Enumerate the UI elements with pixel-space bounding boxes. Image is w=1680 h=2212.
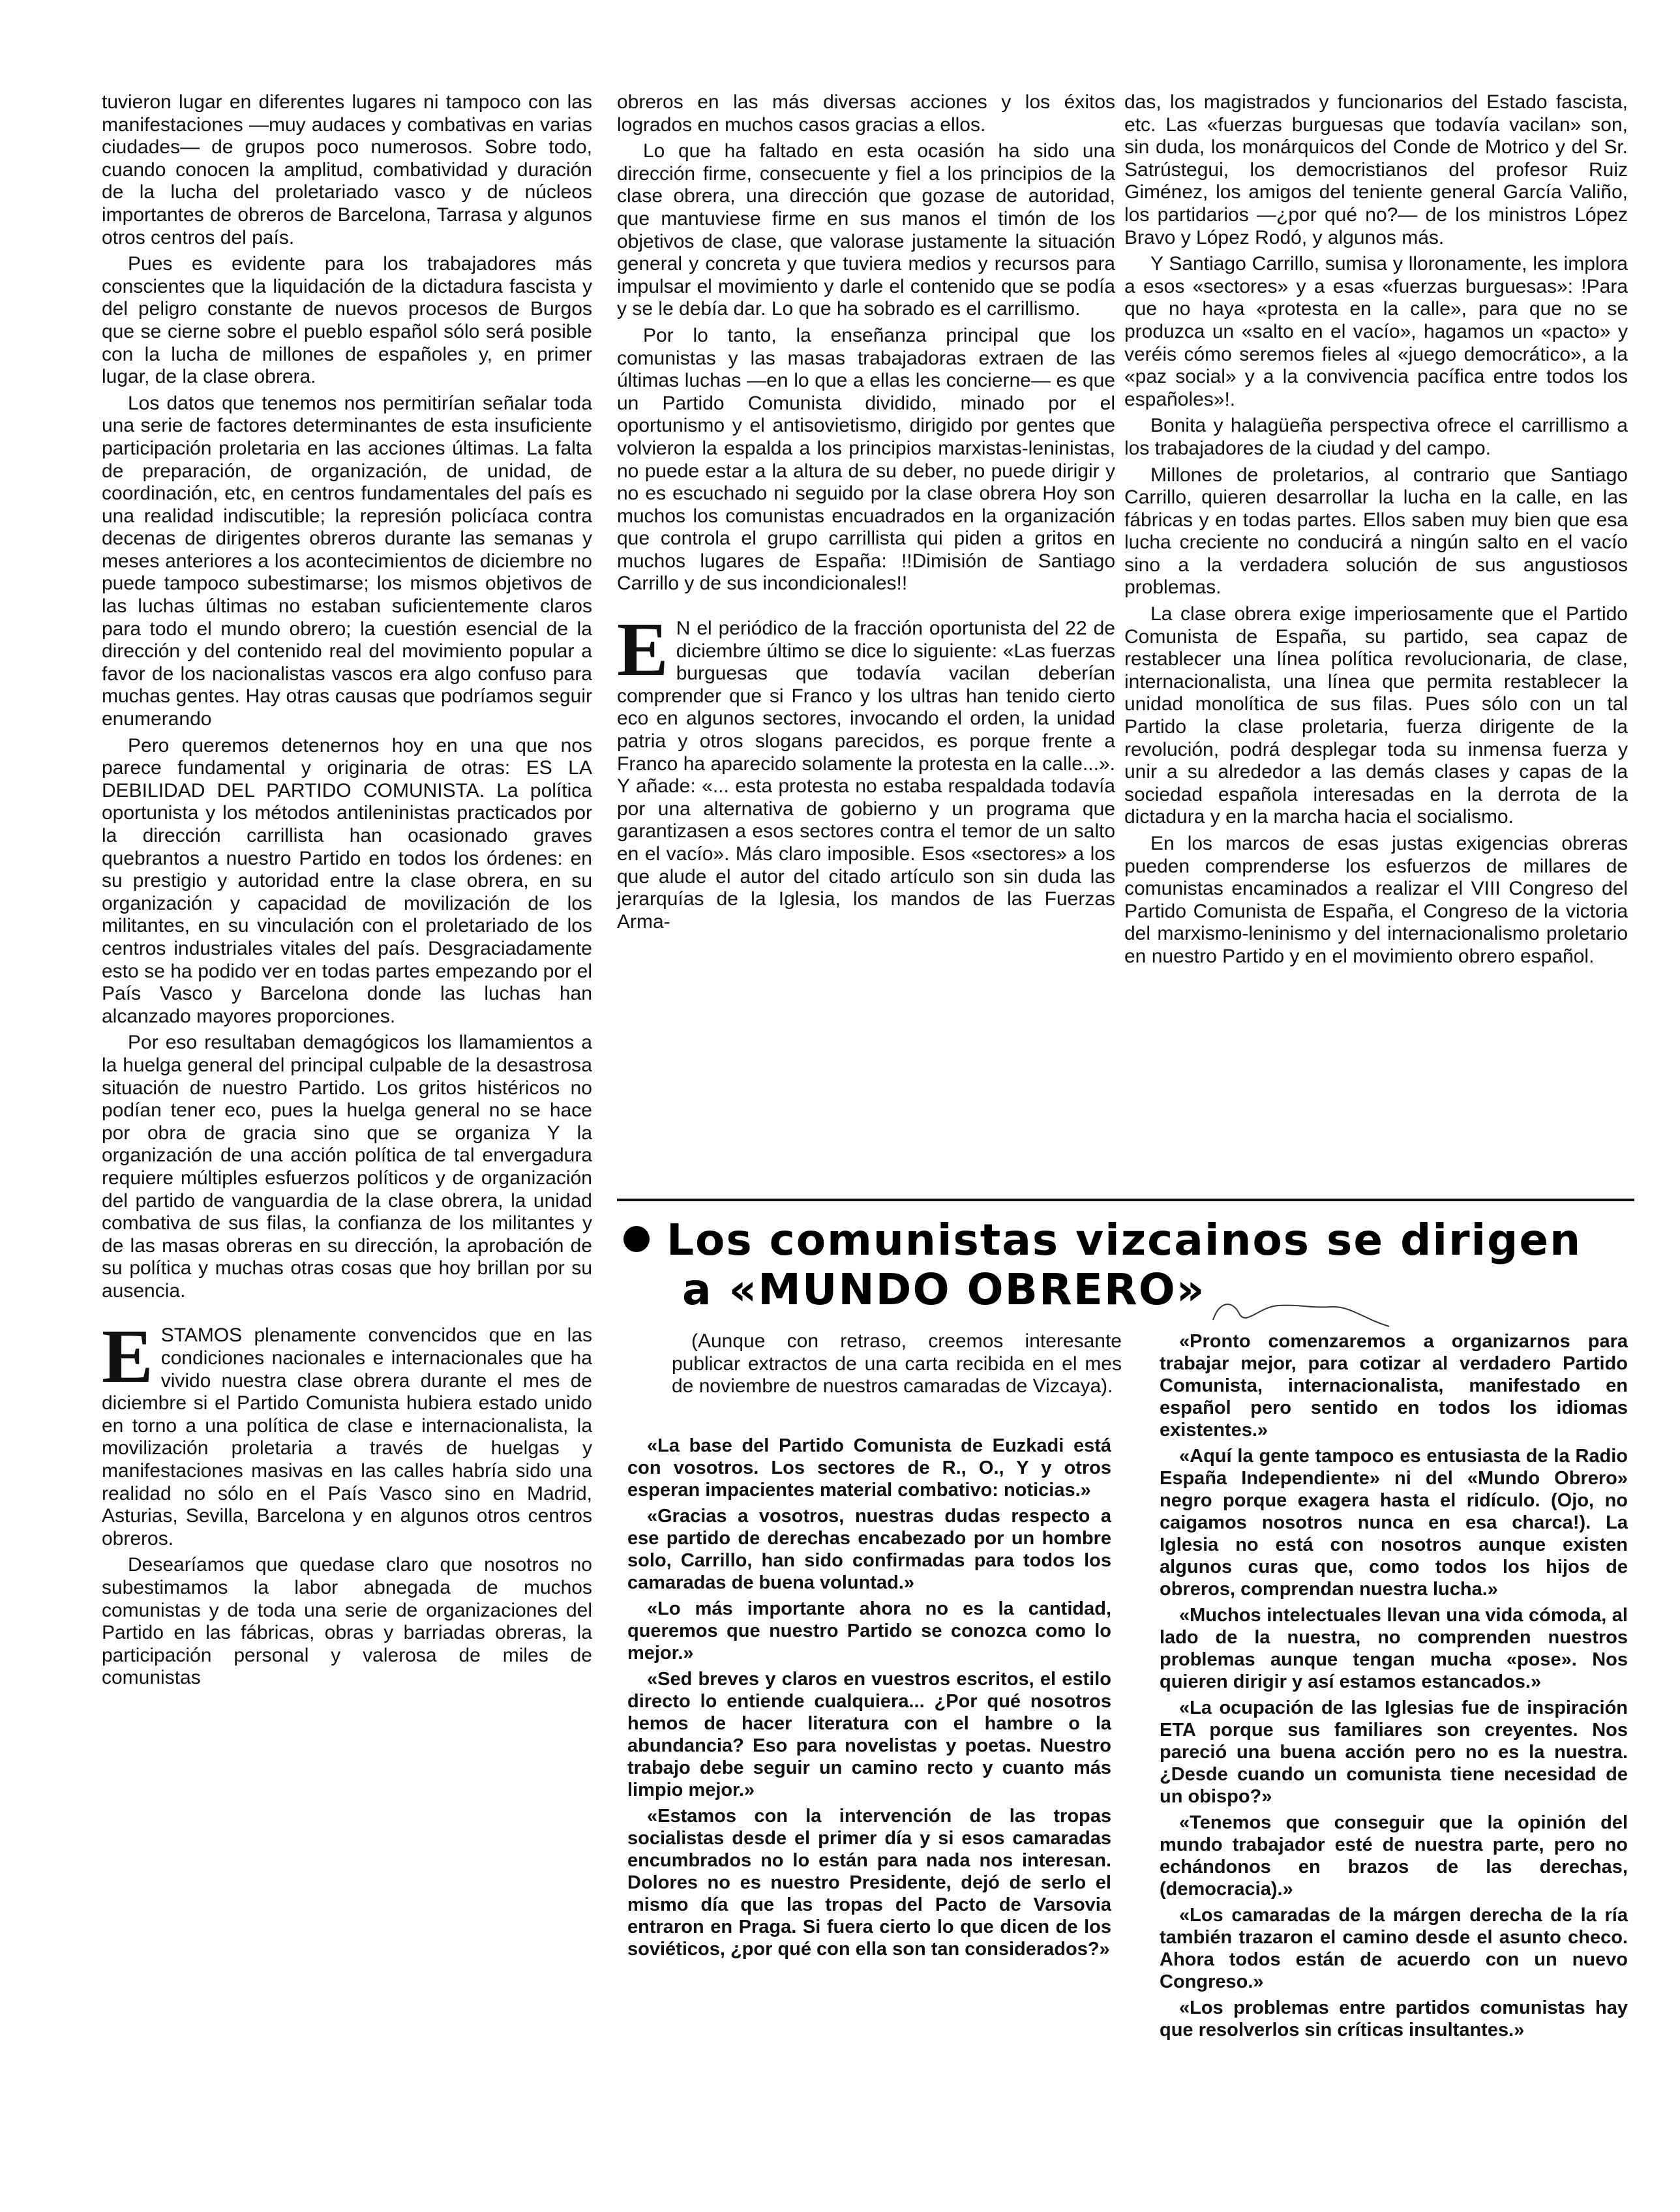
paragraph: Por lo tanto, la enseñanza principal que los comunistas y las masas trabajadoras extraen de las últimas luchas —en lo que a ellas les concierne— es que un Partido Comunista dividido, minado por el oportunismo y el antisovietismo, dirigido por gentes que volvieron la espalda a los principios marxistas-leninistas, no puede estar a la altura de su deber, no puede dirigir y no es escuchado ni seguido por la clase obrera Hoy son muchos los comunistas encuadrados en la organización que controla el grupo carrillista qui piden a gritos en muchos lugares de España: !!Dimisión de Santiago Carrillo y de sus incondicionales!! bbox=[617, 324, 1115, 595]
letter-quote: «Aquí la gente tampoco es entusiasta de la Radio España Independiente» ni del «Mundo Obrero» negro porque exagera hasta el ridículo. (Ojo, no caigamos nosotros nunca en esa charca!). La Iglesia no está con nosotros aunque existen algunos curas que, como todos los hijos de obreros, comprendan nuestra lucha.» bbox=[1160, 1446, 1628, 1600]
letter-excerpts-left bbox=[627, 1435, 1111, 1964]
letter-quote: «Lo más importante ahora no es la cantidad, queremos que nuestro Partido se conozca como lo mejor.» bbox=[627, 1598, 1111, 1664]
letter-quote: «Pronto comenzaremos a organizarnos para trabajar mejor, para cotizar al verdadero Partido Comunista, internacionalista, manifestado en español pero sentido en todos los idiomas existentes.» bbox=[1160, 1331, 1628, 1441]
paragraph: Desearíamos que quedase claro que nosotros no subestimamos la labor abnegada de muchos comunistas y de toda una serie de organizaciones del Partido en las fábricas, obras y barriadas obreras, la participación personal y valerosa de miles de comunistas bbox=[102, 1554, 592, 1689]
box-headline bbox=[617, 1216, 1634, 1315]
paragraph bbox=[617, 606, 1115, 933]
scribble-mark-icon bbox=[1200, 1294, 1396, 1333]
letter-quote: «Los problemas entre partidos comunistas hay que resolverlos sin críticas insultantes.» bbox=[1160, 1997, 1628, 2040]
intro-text: (Aunque con retraso, creemos interesante publicar extractos de una carta recibida en el mes de noviembre de nuestros camaradas de Vizcaya). bbox=[672, 1330, 1122, 1397]
section-estamos bbox=[102, 1313, 592, 1690]
section-periodico bbox=[617, 606, 1115, 933]
box-intro bbox=[672, 1330, 1122, 1398]
drop-cap: E bbox=[102, 1313, 153, 1399]
bullet-icon bbox=[623, 1226, 650, 1252]
letter-quote: «Muchos intelectuales llevan una vida cómoda, al lado de la nuestra, no comprenden nuestros problemas aunque tengan mucha «pose». Nos quieren dirigir y así estamos estancados.» bbox=[1160, 1605, 1628, 1692]
paragraph: Los datos que tenemos nos permitirían señalar toda una serie de factores determinantes de esta insuficiente participación proletaria en las acciones últimas. La falta de preparación, de organización, de unidad, de coordinación, etc, en centros fundamentales del país es una realidad indiscutible; la represión policíaca contra decenas de dirigentes obreros durante las semanas y meses anteriores a los acontecimientos de diciembre no puede tampoco subestimarse; los mismos objetivos de las luchas últimas no estaban suficientemente claros para todo el mundo obrero; la cuestión esencial de la dirección y del contenido real del movimiento popular a favor de los nacionalistas vascos era algo confuso para muchas gentes. Hay otras causas que podríamos seguir enumerando bbox=[102, 392, 592, 730]
letter-quote: «Sed breves y claros en vuestros escritos, el estilo directo lo entiende cualquiera... ¿Por qué nosotros hemos de hacer literatura con el hambre o la abundancia? Eso para novelistas y poetas. Nuestro trabajo debe seguir un camino recto y cuanto más limpio mejor.» bbox=[627, 1669, 1111, 1801]
drop-cap: E bbox=[617, 606, 668, 693]
paragraph: tuvieron lugar en diferentes lugares ni tampoco con las manifestaciones —muy audaces y combativas en varias ciudades— de grupos poco numerosos. Sobre todo, cuando conocen la amplitud, combatividad y duración de la lucha del proletariado vasco y de núcleos importantes de obreros de Barcelona, Tarrasa y algunos otros centros del país. bbox=[102, 91, 592, 248]
letter-quote: «La ocupación de las Iglesias fue de inspiración ETA porque sus familiares son creyentes. Nos pareció una buena acción pero no es la nuestra. ¿Desde cuando un comunista tiene necesidad de un obispo?» bbox=[1160, 1697, 1628, 1807]
paragraph bbox=[102, 1313, 592, 1550]
paragraph: Pues es evidente para los trabajadores más conscientes que la liquidación de la dictadura fascista y del peligro constante de nuevos procesos de Burgos que se cierne sobre el pueblo español sólo será posible con la lucha de millones de españoles y, en primer lugar, de la clase obrera. bbox=[102, 253, 592, 388]
letter-quote: «Tenemos que conseguir que la opinión del mundo trabajador esté de nuestra parte, pero no echándonos en brazos de las derechas, (democracia).» bbox=[1160, 1812, 1628, 1900]
letter-excerpts-right bbox=[1160, 1330, 1628, 2045]
paragraph: Por eso resultaban demagógicos los llamamientos a la huelga general del principal culpable de la desastrosa situación de nuestro Partido. Los gritos histéricos no podían tener eco, pues la huelga general no se hace por obra de gracia sino que se organiza Y la organización de una acción política de tal envergadura requiere múltiples esfuerzos políticos y de organización del partido de vanguardia de la clase obrera, la unidad combativa de sus filas, la confianza de los militantes y de las masas obreras en su dirección, la aprobación de su política y muchas otras cosas que hoy brillan por su ausencia. bbox=[102, 1032, 592, 1302]
paragraph: En los marcos de esas justas exigencias obreras pueden comprenderse los esfuerzos de millares de comunistas encaminados a realizar el VIII Congreso del Partido Comunista de España, el Congreso de la victoria del marxismo-leninismo y del internacionalismo proletario en nuestro Partido y en el movimiento obrero español. bbox=[1124, 833, 1628, 967]
paragraph: La clase obrera exige imperiosamente que el Partido Comunista de España, su partido, sea capaz de restablecer una línea política revolucionaria, de clase, internacionalista, una línea que permita restablecer la unidad monolítica de sus filas. Pues sólo con un tal Partido la clase proletaria, fuerza dirigente de la revolución, podrá desplegar toda su inmensa fuerza y unir a su alrededor a las demás clases y capas de la sociedad española interesadas en la derrota de la dictadura y en la marcha hacia el socialismo. bbox=[1124, 603, 1628, 828]
paragraph: das, los magistrados y funcionarios del Estado fascista, etc. Las «fuerzas burguesas que todavía vacilan» son, sin duda, los monárquicos del Conde de Motrico y del Sr. Satrústegui, los democristianos del profesor Ruiz Giménez, los amigos del teniente general García Valiño, los partidarios —¿por qué no?— de los ministros López Bravo y López Rodó, y algunos más. bbox=[1124, 91, 1628, 248]
article-column-1 bbox=[102, 91, 592, 1694]
paragraph: obreros en las más diversas acciones y los éxitos logrados en muchos casos gracias a ellos. bbox=[617, 91, 1115, 136]
headline-line-1: Los comunistas vizcainos se dirigen bbox=[667, 1215, 1582, 1265]
letter-quote: «Los camaradas de la márgen derecha de la ría también trazaron el camino desde el asunto checo. Ahora todos están de acuerdo con un nuevo Congreso.» bbox=[1160, 1905, 1628, 1992]
paragraph: Y Santiago Carrillo, sumisa y lloronamente, les implora a esos «sectores» y a esas «fuerzas burguesas»: !Para que no haya «protesta en la calle», para que no se produzca un «salto en el vacío», hagamos un «pacto» y veréis cómo seremos fieles al «juego democrático», a la «paz social» y a la convivencia pacífica entre todos los españoles»!. bbox=[1124, 253, 1628, 410]
letter-quote: «Estamos con la intervención de las tropas socialistas desde el primer día y si esos camaradas encumbrados no lo están para nada nos interesan. Dolores no es nuestro Presidente, dejó de serlo el mismo día que las tropas del Pacto de Varsovia entraron en Praga. Si fuera cierto lo que dicen de los soviéticos, ¿por qué con ella son tan considerados?» bbox=[627, 1806, 1111, 1960]
letter-quote: «Gracias a vosotros, nuestras dudas respecto a ese partido de derechas encabezado por un hombre solo, Carrillo, han sido confirmadas para todos los camaradas de buena voluntad.» bbox=[627, 1506, 1111, 1593]
paragraph-text: STAMOS plenamente convencidos que en las condiciones nacionales e internacionales que ha vivido nuestra clase obrera durante el mes de diciembre si el Partido Comunista hubiera estado unido en torno a una política de clase e internacionalista, la movilización proletaria a través de huelgas y manifestaciones masivas en las calles habría sido una realidad no sólo en el País Vasco sino en Madrid, Asturias, Sevilla, Barcelona y en algunos otros centros obreros. bbox=[102, 1324, 592, 1549]
section-divider bbox=[617, 1199, 1634, 1201]
paragraph: Pero queremos detenernos hoy en una que nos parece fundamental y originaria de otras: ES LA DEBILIDAD DEL PARTIDO COMUNISTA. La política oportunista y los métodos antileninistas practicados por la dirección carrillista han ocasionado graves quebrantos a nuestro Partido en todos los órdenes: en su prestigio y autoridad entre la clase obrera, en su organización y capacidad de movilización de los militantes, en su vinculación con el proletariado de los centros industriales vitales del país. Desgraciadamente esto se ha podido ver en todas partes empezando por el País Vasco y Barcelona donde las luchas han alcanzado mayores proporciones. bbox=[102, 734, 592, 1027]
paragraph: Millones de proletarios, al contrario que Santiago Carrillo, quieren desarrollar la lucha en la calle, en las fábricas y en todas partes. Ellos saben muy bien que esa lucha creciente no conducirá a ningún salto en el vacío sino a la verdadera solución de sus angustiosos problemas. bbox=[1124, 464, 1628, 599]
paragraph: Lo que ha faltado en esta ocasión ha sido una dirección firme, consecuente y fiel a los principios de la clase obrera, una dirección que gozase de autoridad, que mantuviese firme en sus manos el timón de los objetivos de clase, que valorase justamente la situación general y concreta y que tuviera medios y recursos para impulsar el movimiento y darle el contenido que se podía y se le debía dar. Lo que ha sobrado es el carrillismo. bbox=[617, 140, 1115, 320]
article-column-3 bbox=[1124, 91, 1628, 972]
paragraph-text: N el periódico de la fracción oportunista del 22 de diciembre último se dice lo siguiente: «Las fuerzas burguesas que todavía vacilan deberían comprender que si Franco y los ultras han tenido cierto eco en algunos sectores, invocando el orden, la unidad patria y otros slogans parecidos, es porque frente a Franco ha aparecido solamente la protesta en la calle...». Y añade: «... esta protesta no estaba respaldada todavía por una alternativa de gobierno y un programa que garantizasen a esos sectores contra el temor de un salto en el vacío». Más claro imposible. Esos «sectores» a los que alude el autor del citado artículo son sin duda las jerarquías de la Iglesia, los mandos de las Fuerzas Arma- bbox=[617, 618, 1115, 933]
paragraph: Bonita y halagüeña perspectiva ofrece el carrillismo a los trabajadores de la ciudad y del campo. bbox=[1124, 415, 1628, 459]
article-column-2 bbox=[617, 91, 1115, 937]
letter-quote: «La base del Partido Comunista de Euzkadi está con vosotros. Los sectores de R., O., Y y otros esperan impacientes material combativo: noticias.» bbox=[627, 1435, 1111, 1501]
headline-line-2: a «MUNDO OBRERO» bbox=[682, 1264, 1206, 1315]
